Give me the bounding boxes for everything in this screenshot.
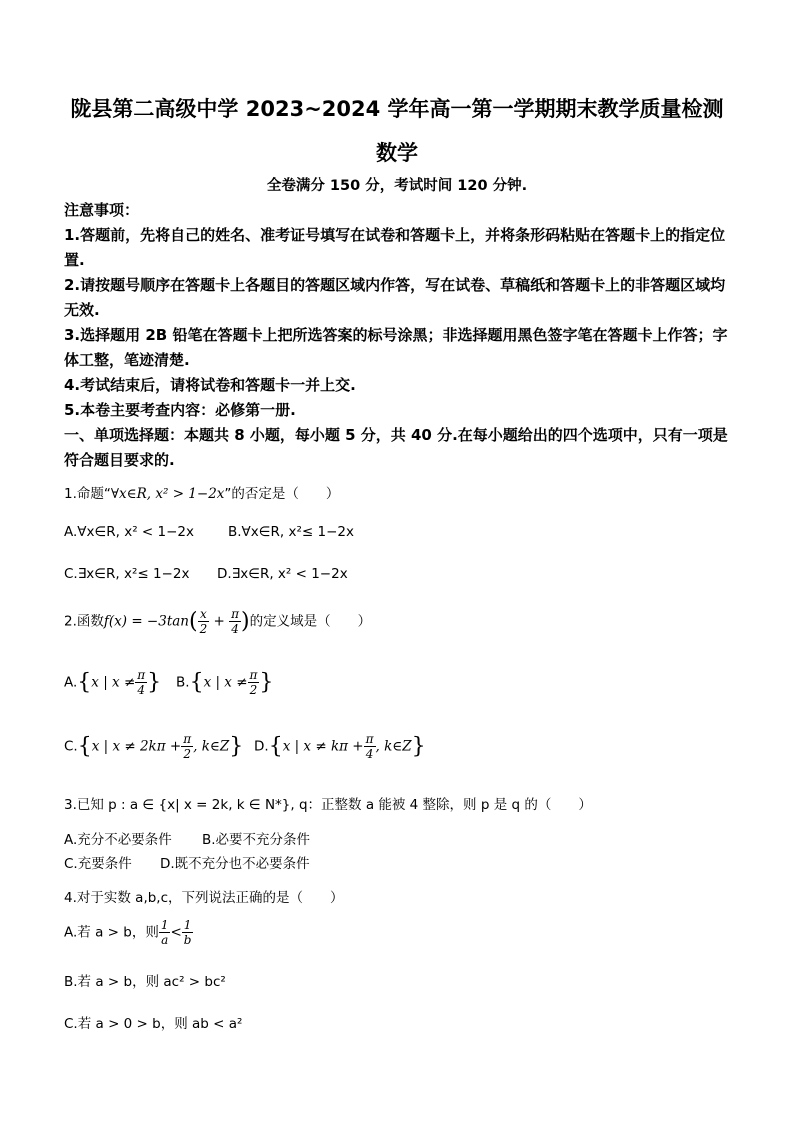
q2-stem-a: 2.函数 [64, 613, 104, 630]
subject-title: 数学 [376, 141, 418, 165]
frac-num: 1 [160, 918, 169, 932]
option-fraction [248, 668, 260, 697]
q3-option-b: B.必要不充分条件 [202, 832, 311, 848]
question-1-options-row1 [64, 524, 354, 540]
question-1-options-row2 [64, 566, 348, 582]
option-label: D. [254, 738, 269, 755]
note-item: 4.考试结束后，请将试卷和答题卡一并上交. [64, 376, 356, 394]
option-fraction [364, 732, 376, 761]
frac-num: 1 [182, 918, 194, 933]
q2-fraction-1 [198, 607, 210, 636]
note-item: 2.请按题号顺序在答题卡上各题目的答题区域内作答，写在试卷、草稿纸和答题卡上的非答题区域均无效. [64, 276, 726, 319]
question-2-options-row1 [64, 668, 273, 697]
option-fraction [135, 668, 147, 697]
notes-block [64, 198, 736, 473]
frac-den: 4 [365, 747, 374, 761]
q2-option-a: A.{x | x ≠ $\frac{\pi}{4}$ } [64, 668, 162, 697]
frac-den: 2 [199, 622, 208, 636]
set-tail: , k∈Z [375, 738, 412, 755]
set-expr: x | x ≠ [203, 674, 248, 691]
frac-den: 4 [231, 622, 239, 636]
q2-stem-math: f(x) = −3tan [103, 613, 189, 630]
question-2-stem: 2.函数f(x) = −3tan( $\frac{x}{2}$ + $\frac{\pi}{4}$ )的定义域是（ ） [64, 607, 372, 636]
set-expr: x | x ≠ [91, 674, 136, 691]
q2-option-c: C.{x | x ≠ 2kπ + $\frac{\pi}{2}$ , k∈Z} [64, 732, 244, 761]
exam-info: 全卷满分 150 分，考试时间 120 分钟. [266, 178, 528, 194]
q3-option-a: A.充分不必要条件 [64, 832, 172, 848]
set-expr: x | x ≠ 2kπ + [91, 738, 182, 755]
question-2-options-row2 [64, 732, 426, 761]
frac-num: π [365, 732, 374, 746]
q1-option-a: A.∀x∈R, x² < 1−2x [64, 524, 195, 540]
section-heading: 一、单项选择题：本题共 8 小题，每小题 5 分，共 40 分.在每小题给出的四个选项中，只有一项是符合题目要求的. [64, 426, 728, 469]
option-label: C. [64, 738, 78, 755]
option-text: A.若 a > b，则 [64, 924, 159, 941]
frac-num: x [198, 607, 210, 622]
option-fraction [159, 918, 171, 947]
relation: < [170, 924, 182, 941]
question-3-options-row1 [64, 828, 310, 848]
option-fraction [181, 732, 193, 761]
frac-den: b [183, 933, 192, 947]
note-item: 3.选择题用 2B 铅笔在答题卡上把所选答案的标号涂黑；非选择题用黑色签字笔在答题卡上作答；字体工整，笔迹清楚. [64, 326, 728, 369]
q1-stem-a: 1.命题“ [64, 486, 111, 502]
question-4-stem: 4.对于实数 a,b,c，下列说法正确的是（ ） [64, 890, 344, 906]
paren-left: ( [189, 609, 198, 634]
option-label: A. [64, 674, 78, 691]
frac-den: 2 [249, 683, 258, 697]
q2-fraction-2 [229, 607, 241, 636]
question-3-options-row2 [64, 852, 310, 872]
q1-stem-b: ”的否定是（ ） [224, 486, 340, 502]
option-label: B. [176, 674, 190, 691]
note-item: 5.本卷主要考查内容：必修第一册. [64, 401, 296, 419]
q4-option-a [64, 918, 193, 947]
paren-right: ) [241, 609, 250, 634]
frac-num: π [249, 668, 258, 682]
frac-den: 2 [183, 747, 191, 761]
note-item: 1.答题前，先将自己的姓名、准考证号填写在试卷和答题卡上，并将条形码粘贴在答题卡上的指定位置. [64, 226, 726, 269]
q4-option-c: C.若 a > 0 > b，则 ab < a² [64, 1016, 243, 1032]
notes-heading: 注意事项： [64, 201, 140, 219]
option-fraction [182, 918, 194, 947]
q1-option-c: C.∃x∈R, x²≤ 1−2x [64, 566, 190, 582]
frac-num: π [183, 732, 192, 746]
exam-title: 陇县第二高级中学 2023~2024 学年高一第一学期期末教学质量检测 [70, 97, 724, 121]
q2-option-b: B.{x | x ≠ $\frac{\pi}{2}$ } [176, 668, 274, 697]
q2-option-d: D.{x | x ≠ kπ + $\frac{\pi}{4}$ , k∈Z} [254, 732, 426, 761]
q1-stem-math: ∀x∈R, x² > 1−2x [110, 486, 225, 502]
question-1-stem [64, 482, 339, 502]
q2-stem-b: 的定义域是（ ） [249, 613, 372, 630]
q1-option-b: B.∀x∈R, x²≤ 1−2x [228, 524, 354, 540]
q3-option-d: D.既不充分也不必要条件 [160, 856, 310, 872]
frac-num: π [137, 668, 146, 682]
set-expr: x | x ≠ kπ + [282, 738, 364, 755]
set-tail: , k∈Z [193, 738, 230, 755]
q1-option-d: D.∃x∈R, x² < 1−2x [217, 566, 348, 582]
frac-den: 4 [137, 683, 146, 697]
q3-option-c: C.充要条件 [64, 856, 132, 872]
frac-den: a [161, 933, 169, 947]
q4-option-b: B.若 a > b，则 ac² > bc² [64, 974, 226, 990]
question-3-stem: 3.已知 p : a ∈ {x| x = 2k, k ∈ N*}, q：正整数 a 能被 4 整除，则 p 是 q 的（ ） [64, 797, 592, 813]
frac-num: π [231, 607, 240, 621]
